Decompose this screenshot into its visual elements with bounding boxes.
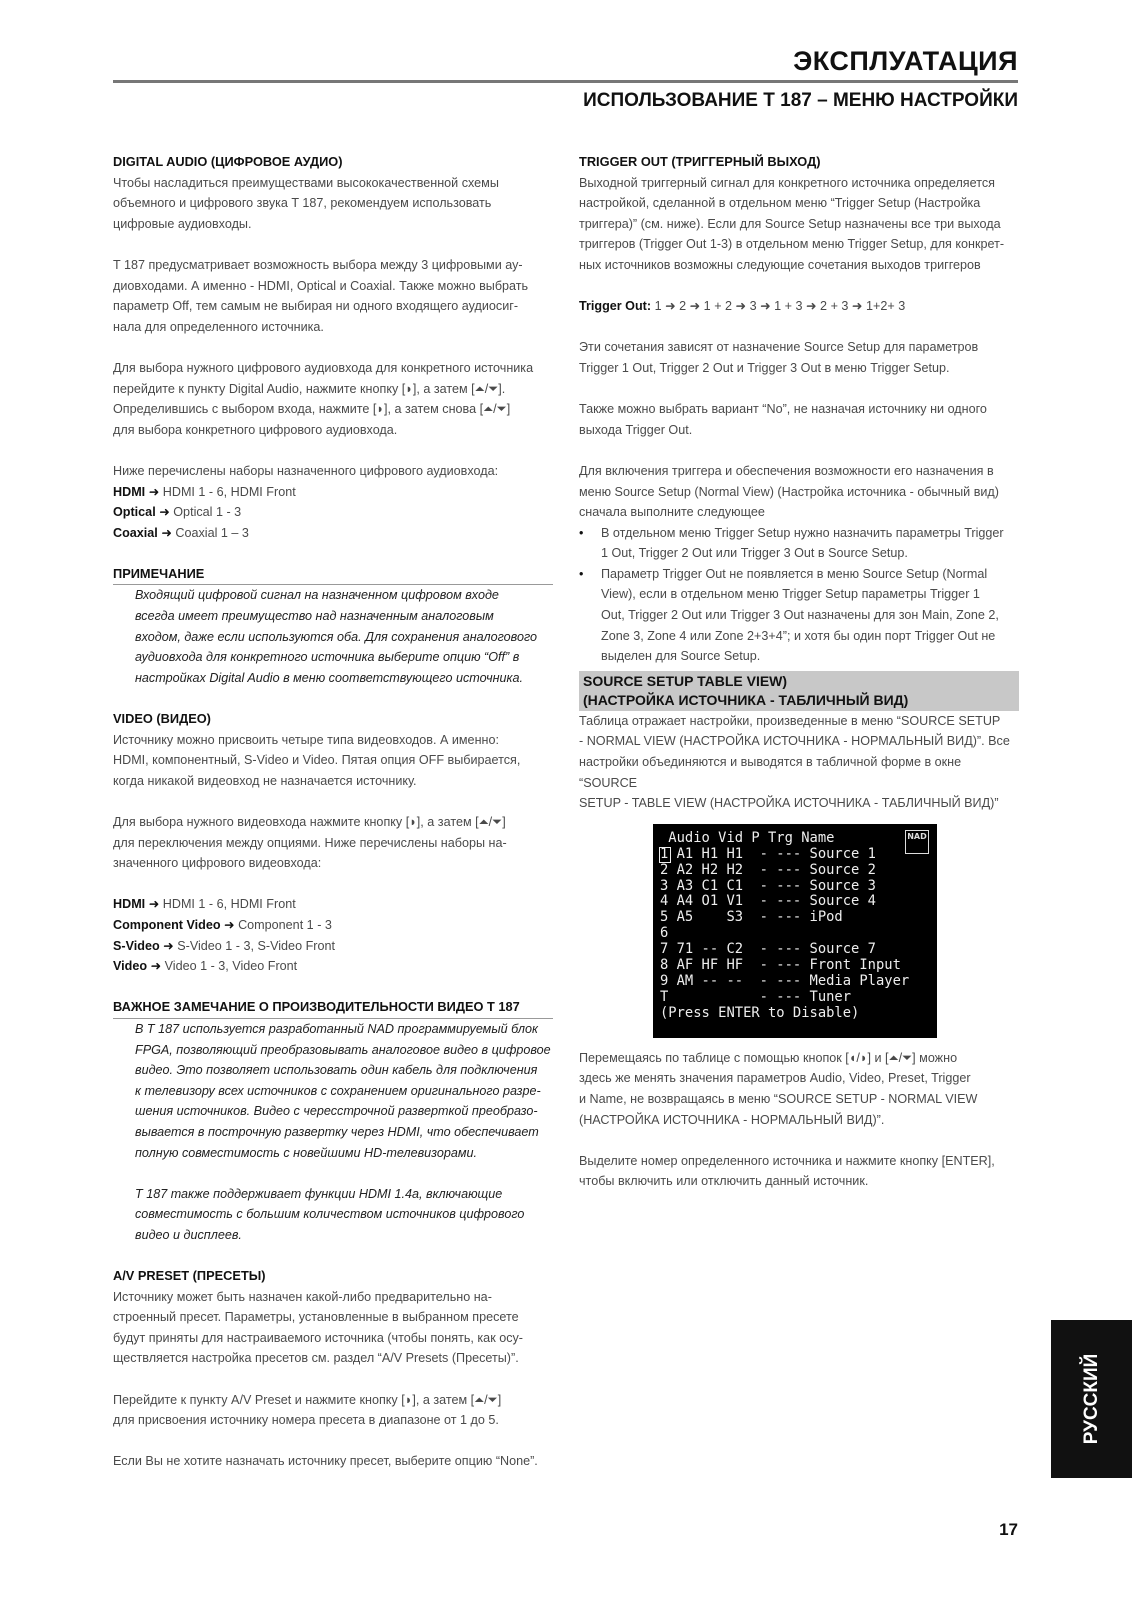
text-line: для переключения между опциями. Ниже перечислены наборы на- [113,835,507,850]
nad-logo: NAD [905,830,929,854]
list-value: Video 1 - 3, Video Front [164,959,298,974]
screen-line: 3 A3 C1 C1 - --- Source 3 [660,877,876,894]
text-line: перейдите к пункту Digital Audio, нажмите кнопку [◗], а затем [⏶/⏷]. [113,381,506,396]
screen-line: 8 AF HF HF - --- Front Input [660,957,901,974]
text-line: значенного цифрового видеовхода: [113,856,322,871]
screen-line: 2 A2 H2 H2 - --- Source 2 [660,861,876,878]
text-line: T 187 также поддерживает функции HDMI 1.4a, включающие [135,1186,503,1201]
text-line: Чтобы насладиться преимуществами высококачественной схемы [113,175,499,190]
table-view-p1 [579,711,1019,814]
trigger-p4 [579,461,1019,523]
trigger-p1 [579,173,1019,276]
digital-audio-p1 [113,173,553,235]
text-line: Out, Trigger 2 Out или Trigger 3 Out назначены для зон Main, Zone 2, [601,608,999,623]
trigger-combos [579,296,1019,317]
text-line: Zone 3, Zone 4 или Zone 2+3+4”; и хотя бы один порт Trigger Out не [601,628,996,643]
list-label: Video [113,959,148,974]
text-line: будут приняты для настраиваемого источника (чтобы понять, как осу- [113,1330,523,1345]
text-line: (НАСТРОЙКА ИСТОЧНИКА - НОРМАЛЬНЫЙ ВИД)”. [579,1112,885,1127]
text-line: триггера)” (см. ниже). Если для Source Setup назначены все три выхода [579,216,1001,231]
text-line: нала для определенного источника. [113,319,324,334]
text-line: View), если в отдельном меню Trigger Setup параметры Trigger 1 [601,587,980,602]
text-line: выхода Trigger Out. [579,422,693,437]
text-line: Источнику можно присвоить четыре типа видеовходов. А именно: [113,732,499,747]
language-tab [1051,1320,1132,1478]
screen-text [660,831,909,1022]
text-line: полную совместимость с новейшими HD-телевизорами. [135,1145,478,1160]
list-label: Optical [113,505,156,520]
trigger-out-value: 1 ➜ 2 ➜ 1 + 2 ➜ 3 ➜ 1 + 3 ➜ 2 + 3 ➜ 1+2+ 3 [654,299,906,314]
list-label: S-Video [113,938,160,953]
text-line: Таблица отражает настройки, произведенные в меню “SOURCE SETUP [579,713,1001,728]
video-p2 [113,812,553,874]
text-line: вывается в построчную развертку через HDMI, что обеспечивает [135,1124,539,1139]
text-line: Для включения триггера и обеспечения возможности его назначения в [579,463,994,478]
video-p1 [113,730,553,792]
section-subtitle: ИСПОЛЬЗОВАНИЕ T 187 – МЕНЮ НАСТРОЙКИ [583,90,1018,111]
text-line: В T 187 используется разработанный NAD программируемый блок [135,1021,538,1036]
av-preset-p2 [113,1390,553,1431]
important-body-2 [113,1184,553,1246]
text-line: Перемещаясь по таблице с помощью кнопок [◖/◗] и [⏶/⏷] можно [579,1050,958,1065]
text-line: и Name, не возвращаясь в меню “SOURCE SETUP - NORMAL VIEW [579,1092,978,1106]
av-preset-p1 [113,1287,553,1369]
digital-audio-list [113,461,553,543]
text-line: Выделите номер определенного источника и нажмите кнопку [ENTER], [579,1153,995,1168]
text-line: видео и дисплеев. [135,1227,242,1242]
text-line: • Параметр Trigger Out не появляется в меню Source Setup (Normal [601,566,988,581]
list-value: Coaxial 1 – 3 [175,525,249,540]
text-line: ных источников возможны следующие сочетания выходов триггеров [579,257,981,272]
text-line: для присвоения источнику номера пресета в диапазоне от 1 до 5. [113,1413,499,1428]
text-line: чтобы включить или отключить данный источник. [579,1174,869,1189]
table-view-heading [579,671,1019,711]
list-value: Component 1 - 3 [238,917,332,932]
note-body [113,585,553,688]
digital-audio-p2 [113,255,553,337]
text-line: настройкой, сделанной в отдельном меню “Trigger Setup (Настройка [579,196,981,211]
text-line: ществляется настройка пресетов см. раздел “A/V Presets (Пресеты)”. [113,1351,519,1366]
heading-line: SOURCE SETUP TABLE VIEW) [583,672,788,689]
video-list [113,894,553,976]
source-table-screen [653,824,937,1038]
text-line: объемного и цифрового звука T 187, рекомендуем использовать [113,196,492,211]
text-line: Перейдите к пункту A/V Preset и нажмите кнопку [◗], а затем [⏶/⏷] [113,1392,502,1407]
trigger-out-label: Trigger Out: [579,299,652,314]
list-value: HDMI 1 - 6, HDMI Front [162,897,296,912]
text-line: HDMI, компонентный, S-Video и Video. Пятая опция OFF выбирается, [113,753,521,768]
digital-audio-p3 [113,358,553,440]
list-label: HDMI [113,897,146,912]
screen-line: 9 AM -- -- - --- Media Player [660,972,910,989]
trigger-p3 [579,399,1019,440]
bullet-item [579,523,1019,564]
text-line: - NORMAL VIEW (НАСТРОЙКА ИСТОЧНИКА - НОРМАЛЬНЫЙ ВИД)”. Все [579,734,1010,749]
text-line: сначала выполните следующее [579,505,765,520]
section-title: ЭКСПЛУАТАЦИЯ [793,46,1018,76]
screen-line: T - --- Tuner [660,988,852,1005]
text-line: цифровые аудиовходы. [113,216,252,231]
screen-line: 6 [660,925,669,942]
list-label: Coaxial [113,525,158,540]
screen-line: (Press ENTER to Disable) [660,1004,860,1021]
screen-line: Audio Vid P Trg Name [660,829,835,846]
screen-line: 5 A5 S3 - --- iPod [660,909,843,926]
text-line: Если Вы не хотите назначать источнику пресет, выберите опцию “None”. [113,1454,538,1469]
text-line: совместимость с большим количеством источников цифрового [135,1207,525,1222]
text-line: T 187 предусматривает возможность выбора между 3 цифровыми ау- [113,257,523,272]
bullet-item [579,564,1019,667]
list-label: HDMI [113,484,146,499]
text-line: триггеров (Trigger Out 1-3) в отдельном меню Trigger Setup, для конкрет- [579,237,1005,252]
list-item: Optical ➜ Optical 1 - 3 [113,505,242,520]
text-line: Выходной триггерный сигнал для конкретного источника определяется [579,175,995,190]
language-label: РУССКИЙ [1080,1353,1102,1445]
heading-line: (НАСТРОЙКА ИСТОЧНИКА - ТАБЛИЧНЫЙ ВИД) [583,691,909,708]
trigger-heading: TRIGGER OUT (ТРИГГЕРНЫЙ ВЫХОД) [579,154,821,169]
note-heading: ПРИМЕЧАНИЕ [113,564,553,586]
text-line: Источнику может быть назначен какой-либо предварительно на- [113,1289,492,1304]
screen-line: 7 71 -- C2 - --- Source 7 [660,941,876,958]
text-line: Входящий цифровой сигнал на назначенном цифровом входе [135,588,499,603]
text-line: диовходами. А именно - HDMI, Optical и Coaxial. Также можно выбрать [113,278,529,293]
text-line: Также можно выбрать вариант “No”, не назначая источнику ни одного [579,402,987,417]
text-line: к телевизору всех источников с сохранением оригинального разре- [135,1083,541,1098]
header-divider [113,80,1018,83]
list-label: Component Video [113,917,221,932]
text-line: параметр Off, тем самым не выбирая ни одного входящего аудиосиг- [113,299,519,314]
digital-audio-heading: DIGITAL AUDIO (ЦИФРОВОЕ АУДИО) [113,154,343,169]
important-heading: ВАЖНОЕ ЗАМЕЧАНИЕ О ПРОИЗВОДИТЕЛЬНОСТИ ВИДЕО T 187 [113,997,553,1019]
text-line: настройки объединяются и выводятся в табличной форме в окне “SOURCE [579,755,962,790]
list-intro: Ниже перечислены наборы назначенного цифрового аудиовхода: [113,463,499,478]
text-line: Эти сочетания зависят от назначение Source Setup для параметров [579,340,979,355]
text-line: входом, даже если используются оба. Для сохранения аналогового [135,629,538,644]
screen-line: 1 A1 H1 H1 - --- Source 1 [660,845,876,862]
text-line: строенный пресет. Параметры, установленные в выбранном пресете [113,1310,519,1325]
list-value: S-Video 1 - 3, S-Video Front [177,938,335,953]
list-item: Component Video ➜ Component 1 - 3 [113,917,332,932]
list-item: S-Video ➜ S-Video 1 - 3, S-Video Front [113,938,335,953]
text-line: • В отдельном меню Trigger Setup нужно назначить параметры Trigger [601,525,1004,540]
text-line: когда никакой видеовход не назначается источнику. [113,773,417,788]
text-line: видео. Это позволяет использовать один кабель для подключения [135,1063,538,1078]
list-value: Optical 1 - 3 [173,505,242,520]
text-line: для выбора конкретного цифрового аудиовхода. [113,422,398,437]
page-number: 17 [999,1520,1018,1539]
text-line: Для выбора нужного видеовхода нажмите кнопку [◗], а затем [⏶/⏷] [113,815,506,829]
screen-line: 4 A4 O1 V1 - --- Source 4 [660,893,876,910]
list-item: HDMI ➜ HDMI 1 - 6, HDMI Front [113,897,296,912]
list-item: HDMI ➜ HDMI 1 - 6, HDMI Front [113,484,296,499]
text-line: здесь же менять значения параметров Audio, Video, Preset, Trigger [579,1071,971,1086]
right-column [579,152,1019,1192]
text-line: настройках Digital Audio в меню соответствующего источника. [135,670,523,685]
list-value: HDMI 1 - 6, HDMI Front [162,484,296,499]
text-line: Определившись с выбором входа, нажмите [◗], а затем снова [⏶/⏷] [113,402,511,417]
text-line: 1 Out, Trigger 2 Out или Trigger 3 Out в Source Setup. [601,546,908,561]
video-heading: VIDEO (ВИДЕО) [113,711,211,727]
trigger-p2 [579,337,1019,378]
text-line: всегда имеет преимущество над назначенным аналоговым [135,609,494,624]
list-item: Video ➜ Video 1 - 3, Video Front [113,959,298,974]
text-line: Для выбора нужного цифрового аудиовхода для конкретного источника [113,360,534,375]
text-line: шения источников. Видео с чересстрочной разверткой преобразо- [135,1104,538,1119]
text-line: Trigger 1 Out, Trigger 2 Out и Trigger 3 Out в меню Trigger Setup. [579,360,950,375]
av-preset-heading: A/V PRESET (ПРЕСЕТЫ) [113,1268,266,1284]
av-preset-p3 [113,1451,553,1472]
text-line: FPGA, позволяющий преобразовывать аналоговое видео в цифровое [135,1042,551,1057]
left-column [113,152,553,1472]
important-body-1 [113,1019,553,1163]
text-line: SETUP - TABLE VIEW (НАСТРОЙКА ИСТОЧНИКА - ТАБЛИЧНЫЙ ВИД)” [579,796,999,811]
list-item: Coaxial ➜ Coaxial 1 – 3 [113,525,249,540]
text-line: меню Source Setup (Normal View) (Настройка источника - обычный вид) [579,484,999,499]
table-view-p2 [579,1048,1019,1130]
table-view-p3 [579,1151,1019,1192]
text-line: выделен для Source Setup. [601,649,761,664]
text-line: аудиовхода для конкретного источника выберите опцию “Off” в [135,650,520,665]
